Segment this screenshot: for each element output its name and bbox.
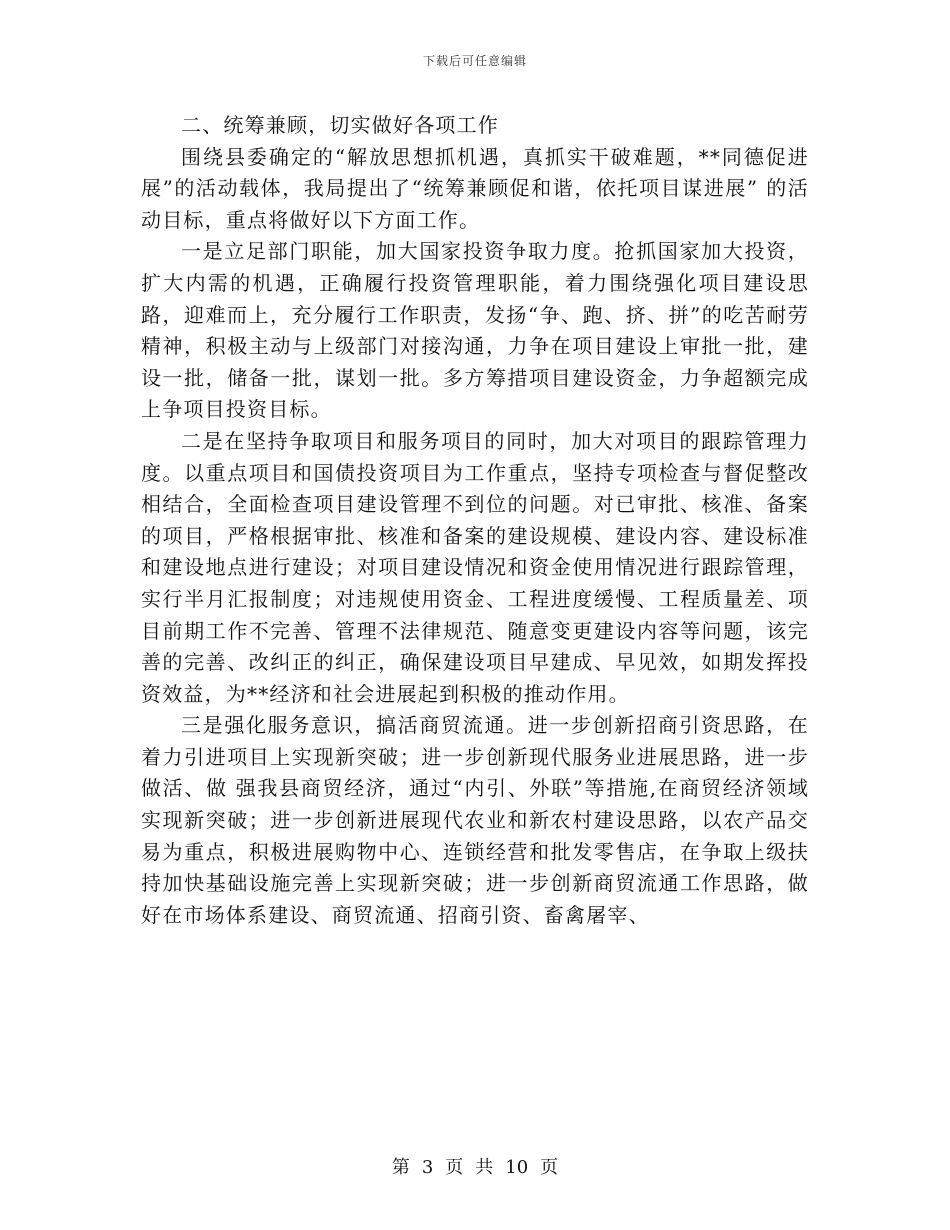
paragraph-point-two: 二是在坚持争取项目和服务项目的同时，加大对项目的跟踪管理力度。以重点项目和国债投资项目为工作重点，坚持专项检查与督促整改相结合，全面检查项目建设管理不到位的问题。对已审批、核准、备案的项目，严格根据审批、核准和备案的建设规模、建设内容、建设标准和建设地点进行建设；对项目建设情况和资金使用情况进行跟踪管理，实行半月汇报制度；对违规使用资金、工程进度缓慢、工程质量差、项目前期工作不完善、管理不法律规范、随意变更建设内容等问题，该完善的完善、改纠正的纠正，确保建设项目早建成、早见效，如期发挥投资效益，为**经济和社会进展起到积极的推动作用。 [141,428,809,706]
paragraph-point-one: 一是立足部门职能，加大国家投资争取力度。抢抓国家加大投资，扩大内需的机遇，正确履行投资管理职能，着力围绕强化项目建设思路，迎难而上，充分履行工作职责，发扬“争、跑、挤、拼”的吃苦耐劳精神，积极主动与上级部门对接沟通，力争在项目建设上审批一批，建设一批，储备一批，谋划一批。多方筹措项目建设资金，力争超额完成上争项目投资目标。 [141,239,809,422]
footer-total-prefix: 共 [475,1157,494,1178]
paragraph-point-three: 三是强化服务意识，搞活商贸流通。进一步创新招商引资思路，在着力引进项目上实现新突破；进一步创新现代服务业进展思路，进一步做活、做 强我县商贸经济，通过“内引、外联”等措施,在商贸经济领域实现新突破；进一步创新进展现代农业和新农村建设思路，以农产品交易为重点，积极进展购物中心、连锁经营和批发零售店，在争取上级扶持加快基础设施完善上实现新突破；进一步创新商贸流通工作思路，做好在市场体系建设、商贸流通、招商引资、畜禽屠宰、 [141,713,809,927]
footer-page-word: 页 [445,1157,464,1178]
current-page-number: 3 [421,1157,434,1178]
paragraph-intro: 围绕县委确定的“解放思想抓机遇，真抓实干破难题，**同德促进展”的活动载体，我局提出了“统筹兼顾促和谐，依托项目谋进展” 的活动目标，重点将做好以下方面工作。 [141,144,809,232]
total-pages-number: 10 [505,1157,529,1178]
footer-prefix: 第 [391,1157,410,1178]
section-heading: 二、统筹兼顾，切实做好各项工作 [181,113,499,137]
page-header-note: 下载后可任意编辑 [422,54,527,68]
footer-suffix: 页 [540,1157,559,1178]
page-number-footer [0,1153,950,1179]
document-body [141,110,809,931]
